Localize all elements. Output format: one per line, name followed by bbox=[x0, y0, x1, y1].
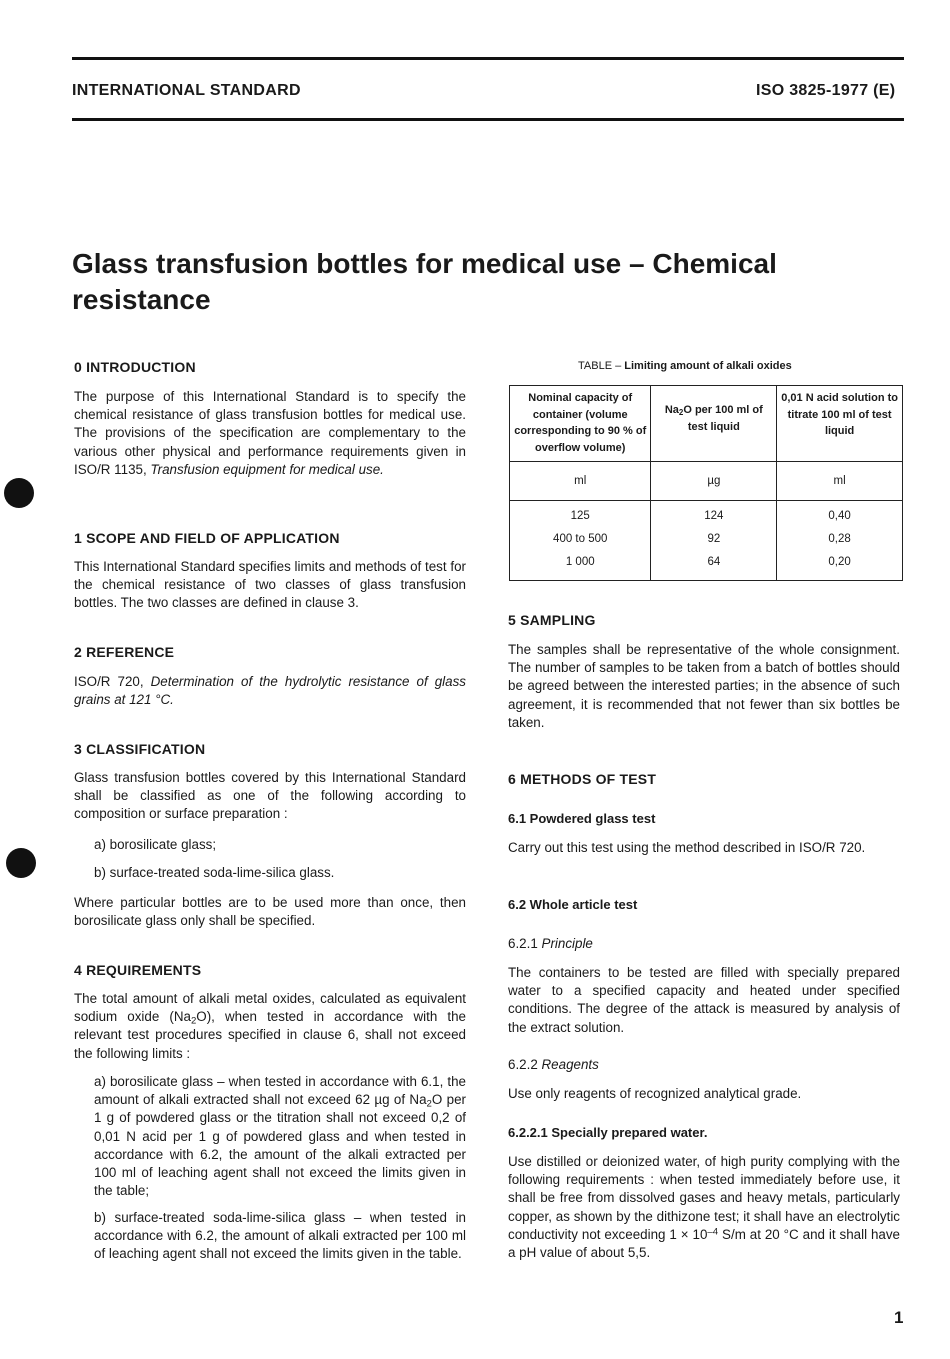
table-units-row bbox=[510, 462, 903, 501]
reference-paragraph bbox=[74, 673, 466, 709]
introduction-reference-title: Transfusion equipment for medical use. bbox=[150, 461, 384, 477]
table-cell: 125 bbox=[570, 510, 590, 522]
table-unit-cell: µg bbox=[651, 462, 777, 501]
table-column-capacity bbox=[510, 501, 651, 581]
binder-hole-mark bbox=[4, 478, 34, 508]
section-heading-sampling: 5 SAMPLING bbox=[508, 612, 596, 628]
requirements-item-a-text: a) borosilicate glass – when tested in accordance with 6.1, the amount of alkali extracted shall not exceed 62 µg of Na bbox=[94, 1074, 466, 1108]
table-body bbox=[510, 501, 903, 581]
table-caption bbox=[578, 360, 792, 372]
classification-intro: Glass transfusion bottles covered by this International Standard shall be classified as one of the following according to composition or surface preparation : bbox=[74, 770, 466, 822]
reference-code: ISO/R 720, bbox=[74, 674, 151, 689]
page-title-line1: Glass transfusion bottles for medical use – Chemical bbox=[72, 248, 777, 279]
prepared-water-text: S/m at 20 °C and it shall have a pH value of about 5,5. bbox=[508, 1226, 901, 1261]
subsection-number: 6.2.2 bbox=[508, 1057, 542, 1072]
superscript: –4 bbox=[707, 1226, 719, 1238]
subsection-heading-powdered-glass: 6.1 Powdered glass test bbox=[508, 811, 656, 826]
table-cell: 0,20 bbox=[828, 556, 851, 568]
section-heading-requirements: 4 REQUIREMENTS bbox=[74, 962, 202, 978]
subsection-heading-principle bbox=[508, 935, 593, 953]
reagents-paragraph: Use only reagents of recognized analytical grade. bbox=[508, 1086, 802, 1101]
section-heading-scope: 1 SCOPE AND FIELD OF APPLICATION bbox=[74, 530, 340, 546]
reference-title: Determination of the hydrolytic resistance of glass grains at 121 °C. bbox=[74, 674, 466, 708]
prepared-water-text: Use distilled or deionized water, of high purity complying with the following requirements : when tested immediately before use, it shall be free from dissolved gases and heavy metals, particularly copper, as shown by the dithizone test; it shall have an electrolytic conductivity not exceeding 1 × 10 bbox=[508, 1154, 900, 1242]
table-header-row bbox=[510, 386, 903, 462]
subsection-heading-whole-article: 6.2 Whole article test bbox=[508, 897, 638, 912]
requirements-item-a bbox=[74, 1073, 466, 1200]
subsection-heading-specially-prepared-water: 6.2.2.1 Specially prepared water. bbox=[508, 1125, 708, 1140]
introduction-paragraph bbox=[74, 388, 466, 479]
header-bottom-rule bbox=[72, 118, 904, 121]
header-top-rule bbox=[72, 57, 904, 60]
section-heading-classification: 3 CLASSIFICATION bbox=[74, 741, 206, 757]
table-header-na2o-text: Na bbox=[664, 404, 679, 416]
header-standard-label: INTERNATIONAL STANDARD bbox=[72, 82, 301, 99]
binder-hole-mark bbox=[6, 848, 36, 878]
table-cell: 1 000 bbox=[565, 556, 595, 568]
requirements-intro-text: The total amount of alkali metal oxides, calculated as equivalent sodium oxide (Na bbox=[74, 991, 466, 1025]
section-heading-introduction: 0 INTRODUCTION bbox=[74, 359, 196, 375]
table-cell: 64 bbox=[707, 556, 721, 568]
subscript: 2 bbox=[426, 1098, 432, 1110]
table-header-capacity: Nominal capacity of container (volume corresponding to 90 % of overflow volume) bbox=[510, 386, 651, 462]
subsection-title: Reagents bbox=[541, 1057, 599, 1072]
subsection-number: 6.2.1 bbox=[508, 936, 542, 951]
table-unit-cell: ml bbox=[777, 462, 903, 501]
section-heading-methods: 6 METHODS OF TEST bbox=[508, 771, 657, 787]
table-caption-prefix: TABLE – bbox=[578, 360, 625, 372]
classification-item-a: a) borosilicate glass; bbox=[94, 837, 217, 852]
page-number: 1 bbox=[894, 1308, 904, 1327]
requirements-item-a-text: O per 1 g of powdered glass or the titration shall not exceed 0,2 of 0,01 N acid per 1 g of powdered glass and when tested in accordance with 6.2, the amount of the alkali extracted per 100 ml of leaching agent shall not exceed the limits given in the table; bbox=[94, 1092, 466, 1199]
table-column-na2o bbox=[651, 501, 777, 581]
table-cell: 400 to 500 bbox=[553, 533, 608, 545]
subscript: 2 bbox=[190, 1015, 197, 1027]
page-title-line2: resistance bbox=[72, 284, 211, 315]
table-cell: 0,28 bbox=[828, 533, 851, 545]
table-caption-title: Limiting amount of alkali oxides bbox=[624, 360, 792, 372]
requirements-intro bbox=[74, 990, 466, 1063]
table-header-acid: 0,01 N acid solution to titrate 100 ml of test liquid bbox=[777, 386, 903, 462]
prepared-water-paragraph bbox=[508, 1153, 900, 1262]
principle-paragraph: The containers to be tested are filled with specially prepared water to a specified capacity and heated under specified conditions. The degree of the attack is measured by analysis of the extract solution. bbox=[508, 965, 900, 1035]
subsection-heading-reagents bbox=[508, 1056, 599, 1074]
introduction-text: The purpose of this International Standard is to specify the chemical resistance of glass transfusion bottles for medical use. The provisions of the specification are complementary to the various other physical and performance requirements given in ISO/R 1135, bbox=[74, 389, 466, 477]
table-unit-cell: ml bbox=[510, 462, 651, 501]
classification-item-b: b) surface-treated soda-lime-silica glass. bbox=[94, 865, 335, 880]
subscript: 2 bbox=[678, 407, 684, 417]
table-header-na2o-text: O per 100 ml of test liquid bbox=[683, 404, 763, 433]
table-header-na2o bbox=[651, 386, 777, 462]
subsection-title: Principle bbox=[541, 936, 593, 951]
table-cell: 124 bbox=[704, 510, 724, 522]
requirements-intro-text: O), when tested in accordance with the relevant test procedures specified in clause 6, shall not exceed the following limits : bbox=[74, 1009, 466, 1061]
powdered-glass-paragraph: Carry out this test using the method described in ISO/R 720. bbox=[508, 840, 866, 855]
table-cell: 0,40 bbox=[828, 510, 851, 522]
sampling-paragraph: The samples shall be representative of the whole consignment. The number of samples to be taken from a batch of bottles should be agreed between the interested parties; in the absence of such agreement, it is recommended that not fewer than six bottles be taken. bbox=[508, 642, 900, 730]
scope-paragraph: This International Standard specifies limits and methods of test for the chemical resistance of two classes of glass transfusion bottles. The two classes are defined in clause 3. bbox=[74, 559, 466, 611]
alkali-limits-table bbox=[509, 385, 903, 581]
header-document-number: ISO 3825-1977 (E) bbox=[756, 82, 896, 99]
table-column-acid bbox=[777, 501, 903, 581]
table-cell: 92 bbox=[707, 533, 721, 545]
requirements-item-b: b) surface-treated soda-lime-silica glass – when tested in accordance with 6.2, the amount of alkali extracted per 100 ml of leaching agent shall not exceed the limits given in the table. bbox=[94, 1210, 466, 1262]
classification-outro: Where particular bottles are to be used more than once, then borosilicate glass only shall be specified. bbox=[74, 895, 466, 929]
section-heading-reference: 2 REFERENCE bbox=[74, 644, 175, 660]
page-title bbox=[72, 246, 852, 318]
